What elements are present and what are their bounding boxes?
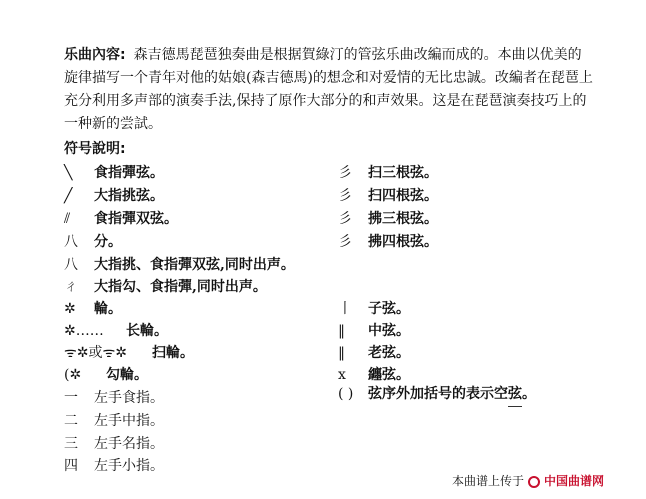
brand-logo-icon: [528, 476, 540, 488]
legend-label: 分。: [94, 234, 122, 250]
footer-brand-link[interactable]: 中国曲谱网: [544, 474, 605, 488]
symbol-glyph: 四: [64, 458, 78, 474]
symbol-glyph: 八: [64, 257, 78, 273]
legend-label: 左手小指。: [94, 458, 164, 474]
legend-label: 食指彈双弦。: [94, 211, 178, 227]
symbol-glyph: ╲: [64, 165, 73, 181]
symbol-glyph: 彡: [338, 234, 352, 250]
legend-label: 老弦。: [368, 345, 410, 361]
legend-label: 大指挑、食指彈双弦,同时出声。: [94, 257, 295, 273]
symbol-glyph: ╱: [64, 188, 73, 204]
legend-label: 扫四根弦。: [368, 188, 438, 204]
symbol-glyph: (✲: [64, 367, 82, 383]
symbol-glyph: ⫽: [64, 211, 71, 227]
symbol-glyph: 彡: [338, 165, 352, 181]
legend-label: 食指彈弦。: [94, 165, 164, 181]
legend-label: 中弦。: [368, 323, 410, 339]
legend-label: 扫輪。: [152, 345, 194, 361]
legend-label: 大指勾、食指彈,同时出声。: [94, 279, 267, 295]
symbol-glyph: 丨: [338, 301, 352, 317]
symbol-glyph: ‖: [338, 323, 345, 339]
intro-text: 森吉德馬琵琶独奏曲是根据賀綠汀的管弦乐曲改編而成的。本曲以优美的旋律描写一个青年对他的姑娘(森吉德馬)的想念和对爱情的无比忠誠。改編者在琵琶上充分利用多声部的演奏手法,保持了原作大部分的和声效果。这是在琵琶演奏技巧上的一种新的尝試。: [64, 47, 593, 132]
legend-label: 长輪。: [126, 323, 168, 339]
intro-heading: 乐曲內容:: [64, 47, 126, 63]
symbol-glyph: ✲: [64, 301, 76, 317]
legend-label: 左手名指。: [94, 436, 164, 452]
legend-label: 左手食指。: [94, 390, 164, 406]
symbol-glyph: 彡: [338, 188, 352, 204]
symbol-glyph: ㄔ: [64, 279, 78, 295]
legend-label: 大指挑弦。: [94, 188, 164, 204]
symbol-glyph: 二: [64, 413, 78, 429]
symbol-glyph: ( ): [338, 386, 354, 402]
legend-label: 弦序外加括号的表示空弦。: [368, 386, 536, 402]
intro-paragraph: [64, 44, 594, 136]
divider: [508, 406, 522, 407]
symbol-glyph: ‖: [338, 345, 345, 361]
legend-label: 子弦。: [368, 301, 410, 317]
footer-prefix: 本曲谱上传于: [452, 474, 525, 488]
legend-label: 左手中指。: [94, 413, 164, 429]
symbol-glyph: 八: [64, 234, 78, 250]
symbol-glyph: 三: [64, 436, 78, 452]
symbol-glyph: 彡: [338, 211, 352, 227]
symbol-glyph: ᯤ✲或ᯤ✲: [64, 345, 128, 361]
footer-credit: [452, 472, 604, 489]
legend-label: 輪。: [94, 301, 122, 317]
legend-label: 纏弦。: [368, 367, 410, 383]
legend-label: 拂三根弦。: [368, 211, 438, 227]
legend-label: 勾輪。: [106, 367, 148, 383]
legend-label: 扫三根弦。: [368, 165, 438, 181]
symbol-glyph: x: [338, 367, 346, 383]
legend-label: 拂四根弦。: [368, 234, 438, 250]
legend-title: 符号說明:: [64, 141, 126, 157]
symbol-glyph: 一: [64, 390, 78, 406]
symbol-glyph: ✲……: [64, 323, 104, 339]
